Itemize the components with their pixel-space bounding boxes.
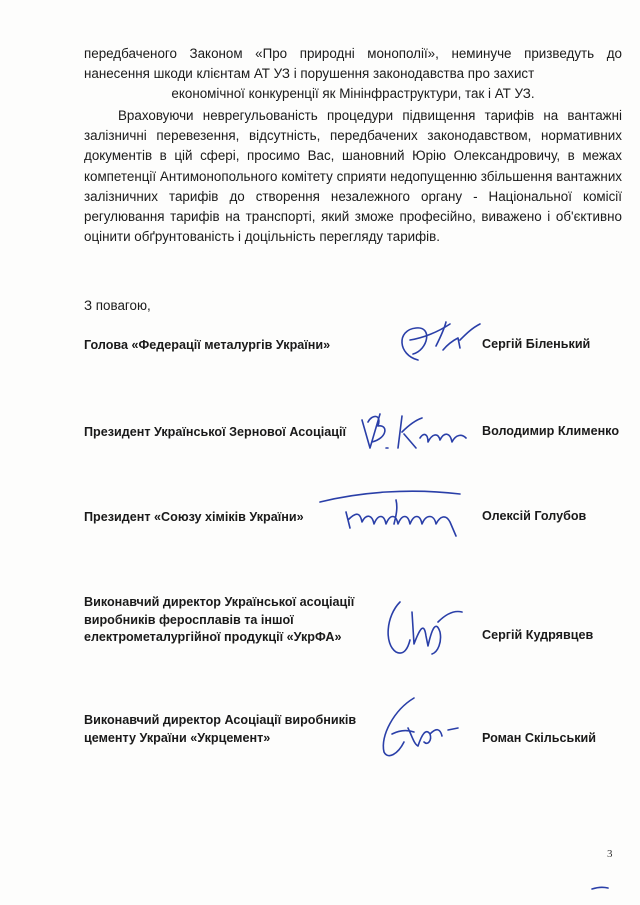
signatory-2-role-line-1: Президент Української Зернової Асоціації bbox=[84, 425, 346, 439]
paragraph-1 bbox=[84, 44, 622, 105]
signatory-4-role-line-1: Виконавчий директор Української асоціації bbox=[84, 595, 355, 609]
signatory-5-role bbox=[84, 712, 374, 747]
signatory-1-role-line-1: Голова «Федерації металургів України» bbox=[84, 338, 331, 352]
signatory-3-role-line-1: Президент «Союзу хіміків України» bbox=[84, 510, 304, 524]
paragraph-1-line-2: нанесення шкоди клієнтам АТ УЗ і порушення законодавства про захист bbox=[84, 66, 535, 82]
signatory-3-name: Олексій Голубов bbox=[482, 509, 587, 523]
paragraph-1-last-line: економічної конкуренції як Мінінфраструктури, так і АТ УЗ. bbox=[171, 86, 535, 102]
ink-mark-icon bbox=[590, 884, 610, 892]
signatory-3-signature bbox=[300, 478, 475, 548]
page-number: 3 bbox=[607, 848, 613, 860]
signatory-4-role-line-3: електрометалургійної продукції «УкрФА» bbox=[84, 630, 342, 644]
paragraph-2: Враховуючи неврегульованість процедури підвищення тарифів на вантажні залізничні перевезення, відсутність, передбачених законодавством, нормативних документів в цій сфері, просимо Вас, шановний Юрію Олександровичу, в межах компетенції Антимонопольного комітету сприяти недопущенню збільшення вантажних залізничних тарифів до створення незалежного органу - Національної комісії регулювання тарифів на транспорті, який зможе професійно, виважено і об'єктивно оцінити обґрунтованість і доцільність перегляду тарифів. bbox=[84, 108, 622, 245]
signatory-4-role bbox=[84, 594, 374, 647]
signatory-1-name: Сергій Біленький bbox=[482, 337, 591, 351]
signatory-5-role-line-1: Виконавчий директор Асоціації виробників bbox=[84, 713, 357, 727]
signatory-1-role bbox=[84, 337, 374, 355]
signatory-2-signature bbox=[358, 408, 478, 458]
signatory-5-name: Роман Скільський bbox=[482, 731, 597, 745]
signatory-5-signature bbox=[374, 690, 464, 766]
signatory-2-name: Володимир Клименко bbox=[482, 424, 620, 438]
signatory-2-role bbox=[84, 424, 374, 442]
signatory-4-signature bbox=[378, 592, 468, 664]
signatory-5-role-line-2: цементу України «Укрцемент» bbox=[84, 730, 271, 745]
signatory-4-name: Сергій Кудрявцев bbox=[482, 628, 594, 642]
greeting: З повагою, bbox=[84, 298, 151, 313]
signatory-1-signature bbox=[388, 310, 488, 370]
paragraph-1-line-1: передбаченого Законом «Про природні монополії», неминуче призведуть до bbox=[84, 46, 622, 61]
signatory-4-role-line-2: виробників феросплавів та іншої bbox=[84, 612, 294, 627]
